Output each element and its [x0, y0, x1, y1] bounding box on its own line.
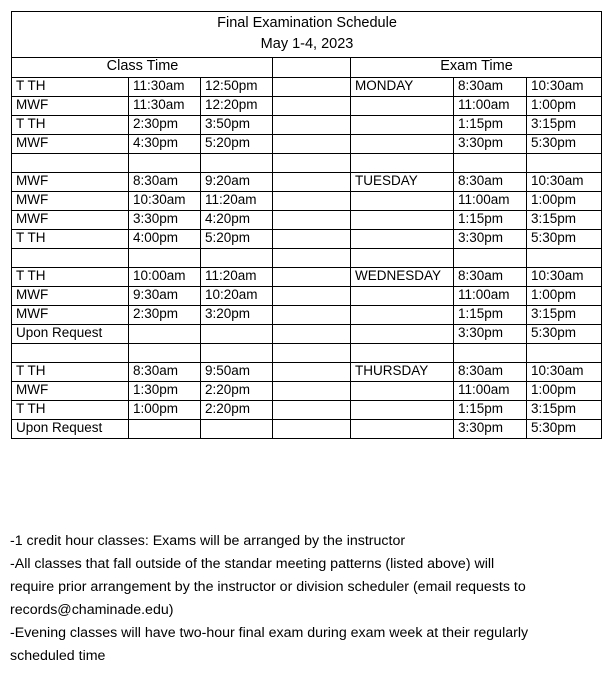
footer-notes	[10, 530, 600, 668]
cell-class-start: 1:30pm	[129, 381, 201, 400]
cell-exam-start: 8:30am	[454, 172, 527, 191]
cell-exam-end: 3:15pm	[527, 115, 602, 134]
cell-class-days: MWF	[12, 381, 129, 400]
table-row	[12, 286, 602, 305]
separator-cell	[12, 153, 129, 172]
section-separator-row	[12, 343, 602, 362]
separator-cell	[129, 248, 201, 267]
cell-exam-day	[351, 324, 454, 343]
separator-cell	[201, 343, 273, 362]
cell-exam-start: 1:15pm	[454, 210, 527, 229]
section-separator-row	[12, 153, 602, 172]
table-row	[12, 324, 602, 343]
cell-spacer	[273, 286, 351, 305]
spacer-header-cell	[273, 58, 351, 78]
cell-class-days: T TH	[12, 400, 129, 419]
cell-exam-day	[351, 400, 454, 419]
separator-cell	[273, 248, 351, 267]
cell-class-start: 11:30am	[129, 96, 201, 115]
cell-class-end: 4:20pm	[201, 210, 273, 229]
cell-class-days: T TH	[12, 77, 129, 96]
section-separator-row	[12, 248, 602, 267]
separator-cell	[351, 153, 454, 172]
separator-cell	[527, 248, 602, 267]
cell-exam-end: 10:30am	[527, 267, 602, 286]
table-row	[12, 115, 602, 134]
separator-cell	[273, 343, 351, 362]
note-line-6: scheduled time	[10, 648, 106, 664]
cell-exam-start: 8:30am	[454, 77, 527, 96]
cell-class-start: 8:30am	[129, 172, 201, 191]
cell-class-end: 5:20pm	[201, 134, 273, 153]
cell-class-start: 9:30am	[129, 286, 201, 305]
cell-exam-end: 1:00pm	[527, 381, 602, 400]
cell-exam-day	[351, 134, 454, 153]
cell-spacer	[273, 77, 351, 96]
cell-exam-end: 5:30pm	[527, 419, 602, 438]
cell-class-days: Upon Request	[12, 324, 129, 343]
cell-exam-day	[351, 96, 454, 115]
cell-exam-day	[351, 210, 454, 229]
note-line-5: -Evening classes will have two-hour final exam during exam week at their regularly	[10, 625, 529, 641]
table-row	[12, 381, 602, 400]
cell-class-end	[201, 324, 273, 343]
cell-class-start: 11:30am	[129, 77, 201, 96]
separator-cell	[201, 153, 273, 172]
cell-class-days: T TH	[12, 362, 129, 381]
cell-exam-start: 11:00am	[454, 381, 527, 400]
title-line-1: Final Examination Schedule	[217, 15, 397, 31]
cell-class-days: MWF	[12, 96, 129, 115]
cell-exam-start: 1:15pm	[454, 400, 527, 419]
cell-class-end: 12:20pm	[201, 96, 273, 115]
cell-class-start: 1:00pm	[129, 400, 201, 419]
cell-exam-start: 3:30pm	[454, 229, 527, 248]
separator-cell	[12, 248, 129, 267]
cell-exam-end: 3:15pm	[527, 400, 602, 419]
cell-exam-end: 1:00pm	[527, 96, 602, 115]
cell-class-end: 2:20pm	[201, 381, 273, 400]
schedule-table-body	[12, 12, 602, 439]
cell-exam-end: 10:30am	[527, 172, 602, 191]
separator-cell	[129, 343, 201, 362]
cell-class-days: MWF	[12, 134, 129, 153]
cell-exam-day	[351, 191, 454, 210]
cell-class-start: 2:30pm	[129, 115, 201, 134]
cell-class-days: MWF	[12, 191, 129, 210]
cell-exam-end: 3:15pm	[527, 305, 602, 324]
separator-cell	[454, 153, 527, 172]
cell-class-start: 10:00am	[129, 267, 201, 286]
cell-exam-day: MONDAY	[351, 77, 454, 96]
table-row	[12, 172, 602, 191]
cell-class-start: 3:30pm	[129, 210, 201, 229]
cell-exam-end: 3:15pm	[527, 210, 602, 229]
table-row	[12, 400, 602, 419]
cell-exam-day	[351, 229, 454, 248]
page-title	[12, 12, 602, 58]
cell-class-days: MWF	[12, 305, 129, 324]
cell-exam-start: 3:30pm	[454, 134, 527, 153]
cell-class-days: T TH	[12, 229, 129, 248]
cell-exam-start: 8:30am	[454, 267, 527, 286]
cell-exam-day	[351, 305, 454, 324]
table-row	[12, 77, 602, 96]
separator-cell	[527, 343, 602, 362]
cell-spacer	[273, 305, 351, 324]
table-row	[12, 305, 602, 324]
separator-cell	[527, 153, 602, 172]
cell-spacer	[273, 419, 351, 438]
class-time-header: Class Time	[12, 58, 273, 78]
cell-spacer	[273, 115, 351, 134]
final-exam-schedule-table	[11, 11, 602, 439]
separator-cell	[454, 343, 527, 362]
cell-exam-start: 1:15pm	[454, 305, 527, 324]
exam-time-header: Exam Time	[351, 58, 602, 78]
cell-exam-end: 1:00pm	[527, 191, 602, 210]
cell-class-end: 11:20am	[201, 267, 273, 286]
table-row	[12, 96, 602, 115]
cell-spacer	[273, 324, 351, 343]
separator-cell	[201, 248, 273, 267]
cell-spacer	[273, 229, 351, 248]
cell-class-days: MWF	[12, 172, 129, 191]
cell-exam-start: 11:00am	[454, 286, 527, 305]
cell-spacer	[273, 381, 351, 400]
cell-exam-day: THURSDAY	[351, 362, 454, 381]
cell-class-start: 2:30pm	[129, 305, 201, 324]
cell-spacer	[273, 362, 351, 381]
table-row	[12, 229, 602, 248]
cell-spacer	[273, 96, 351, 115]
cell-spacer	[273, 267, 351, 286]
cell-exam-start: 1:15pm	[454, 115, 527, 134]
cell-class-days: T TH	[12, 115, 129, 134]
cell-class-end: 2:20pm	[201, 400, 273, 419]
cell-spacer	[273, 191, 351, 210]
column-group-header-row	[12, 58, 602, 78]
separator-cell	[351, 248, 454, 267]
cell-exam-end: 5:30pm	[527, 229, 602, 248]
title-row	[12, 12, 602, 58]
cell-class-end: 9:20am	[201, 172, 273, 191]
cell-class-end: 9:50am	[201, 362, 273, 381]
note-line-3: require prior arrangement by the instructor or division scheduler (email requests to	[10, 579, 526, 595]
cell-exam-start: 11:00am	[454, 191, 527, 210]
cell-class-end: 10:20am	[201, 286, 273, 305]
cell-exam-start: 3:30pm	[454, 324, 527, 343]
cell-class-start: 4:30pm	[129, 134, 201, 153]
cell-class-end: 5:20pm	[201, 229, 273, 248]
cell-class-days: MWF	[12, 286, 129, 305]
cell-spacer	[273, 210, 351, 229]
separator-cell	[129, 153, 201, 172]
cell-class-start: 10:30am	[129, 191, 201, 210]
separator-cell	[351, 343, 454, 362]
table-row	[12, 210, 602, 229]
cell-class-end: 11:20am	[201, 191, 273, 210]
cell-exam-day	[351, 419, 454, 438]
cell-exam-day	[351, 286, 454, 305]
cell-class-end: 12:50pm	[201, 77, 273, 96]
cell-exam-start: 11:00am	[454, 96, 527, 115]
cell-class-days: Upon Request	[12, 419, 129, 438]
cell-class-start: 4:00pm	[129, 229, 201, 248]
note-line-4: records@chaminade.edu)	[10, 602, 174, 618]
note-line-2: -All classes that fall outside of the standar meeting patterns (listed above) will	[10, 556, 495, 572]
cell-exam-end: 10:30am	[527, 77, 602, 96]
cell-class-start	[129, 419, 201, 438]
cell-class-start: 8:30am	[129, 362, 201, 381]
cell-class-end: 3:50pm	[201, 115, 273, 134]
cell-exam-start: 8:30am	[454, 362, 527, 381]
table-row	[12, 191, 602, 210]
cell-spacer	[273, 134, 351, 153]
cell-exam-end: 5:30pm	[527, 324, 602, 343]
table-row	[12, 419, 602, 438]
separator-cell	[454, 248, 527, 267]
cell-exam-day	[351, 115, 454, 134]
table-row	[12, 362, 602, 381]
cell-class-end	[201, 419, 273, 438]
cell-exam-start: 3:30pm	[454, 419, 527, 438]
cell-class-start	[129, 324, 201, 343]
title-line-2: May 1-4, 2023	[260, 36, 354, 53]
cell-class-end: 3:20pm	[201, 305, 273, 324]
cell-exam-end: 1:00pm	[527, 286, 602, 305]
cell-class-days: MWF	[12, 210, 129, 229]
table-row	[12, 267, 602, 286]
cell-class-days: T TH	[12, 267, 129, 286]
cell-spacer	[273, 172, 351, 191]
note-line-1: -1 credit hour classes: Exams will be arranged by the instructor	[10, 533, 406, 549]
separator-cell	[12, 343, 129, 362]
cell-exam-day	[351, 381, 454, 400]
cell-exam-day: TUESDAY	[351, 172, 454, 191]
separator-cell	[273, 153, 351, 172]
cell-exam-end: 10:30am	[527, 362, 602, 381]
cell-exam-day: WEDNESDAY	[351, 267, 454, 286]
cell-exam-end: 5:30pm	[527, 134, 602, 153]
table-row	[12, 134, 602, 153]
cell-spacer	[273, 400, 351, 419]
